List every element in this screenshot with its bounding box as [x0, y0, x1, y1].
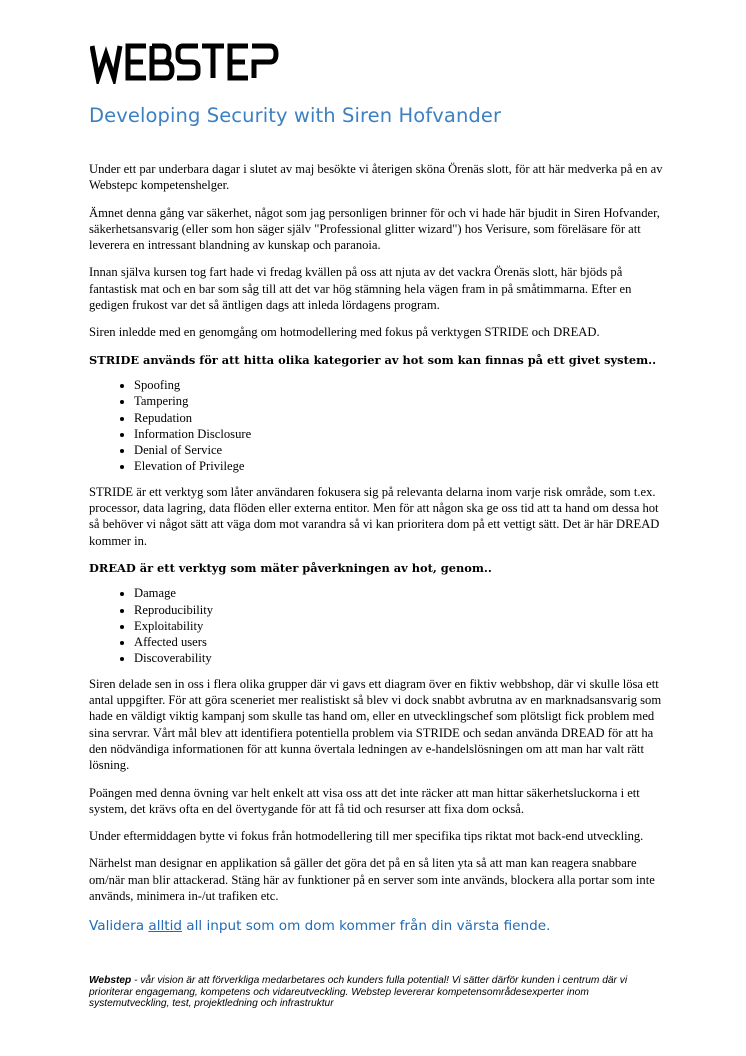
paragraph-afternoon: Under eftermiddagen bytte vi fokus från hotmodellering till mer specifika tips riktat mot back-end utveckling. — [89, 829, 644, 844]
footer-text: - vår vision är att förverkliga medarbetares och kunders fulla potential! Vi sätter därför kunden i centrum där vi prioriterar engagemang, kompetens och vidareutveckling. Webstep levererar kompetensområdesexperter inom systemutveckling, test, projektledning och infrastruktur — [89, 975, 628, 1010]
paragraph-design-tips: Närhelst man designar en applikation så gäller det göra det på en så liten yta så att man kan reagera snabbare om/när man blir attackerad. Stäng här av funktioner på en server som inte används, blockera alla portar som inte används, minimera in-/ut trafiken etc. — [89, 856, 655, 903]
page-title: Developing Security with Siren Hofvander — [89, 104, 502, 127]
footer-note — [89, 975, 669, 1010]
paragraph-point: Poängen med denna övning var helt enkelt att visa oss att det inte räcker att man hittar säkerhetsluckorna i ett system, det krävs ofta en del övertygande för att få tid och resurser att fixa dom också. — [89, 785, 640, 816]
list-item: • Damage — [134, 585, 669, 601]
dread-heading: DREAD är ett verktyg som mäter påverkningen av hot, genom.. — [89, 560, 492, 575]
paragraph-stride-explained: STRIDE är ett verktyg som låter användaren fokusera sig på relevanta delarna inom varje risk område, som t.ex. processor, data lagring, data flöden eller externa entitor. Men för att någon ska ge oss tid att ta hand om dessa hot så behöver vi något sätt att väga dom mot varandra så vi kan prioritera dom på ett vettigt sätt. Det är här DREAD kommer in. — [89, 484, 660, 548]
list-item: • Discoverability — [134, 650, 669, 666]
paragraph-intro: Under ett par underbara dagar i slutet av maj besökte vi återigen sköna Örenäs slott, för att här medverka på en av Webstepс kompetenshelger. — [89, 162, 663, 193]
list-item: • Spoofing — [134, 377, 669, 393]
list-item: • Information Disclosure — [134, 426, 669, 442]
paragraph-topic: Ämnet denna gång var säkerhet, något som jag personligen brinner för och vi hade här bjudit in Siren Hofvander, säkerhetsansvarig (eller som hon säger själv "Professional glitter wizard") hos Verisure, som föreläsare för att leverera en intressant blandning av kunskap och paranoia. — [89, 205, 660, 253]
webstep-logo — [90, 40, 280, 84]
stride-heading: STRIDE används för att hitta olika kategorier av hot som kan finnas på ett givet system.. — [89, 352, 657, 367]
closing-after: all input som om dom kommer från din värsta fiende. — [181, 918, 551, 935]
footer-brand: Webstep — [89, 975, 132, 986]
list-item: • Exploitability — [134, 618, 669, 634]
stride-list — [89, 377, 669, 475]
list-item: • Tampering — [134, 393, 669, 409]
list-item: • Repudation — [134, 410, 669, 426]
paragraph-threat-modeling: Siren inledde med en genomgång om hotmodellering med fokus på verktygen STRIDE och DREAD. — [89, 325, 600, 340]
list-item: • Denial of Service — [134, 442, 669, 458]
list-item: • Reproducibility — [134, 602, 669, 618]
list-item: • Elevation of Privilege — [134, 458, 669, 474]
closing-before: Validera — [89, 918, 149, 935]
closing-emphasis: alltid — [148, 918, 182, 935]
list-item: • Affected users — [134, 634, 669, 650]
dread-list — [89, 585, 669, 666]
paragraph-venue: Innan själva kursen tog fart hade vi fredag kvällen på oss att njuta av det vackra Örenäs slott, här bjöds på fantastisk mat och en bar som såg till att det var hög stämning hela vägen fram in på småtimmarna. Efter en gedigen frukost var det så äntligen dags att inleda lördagens program. — [89, 265, 632, 313]
article-body — [89, 161, 669, 935]
closing-statement — [89, 918, 669, 934]
paragraph-exercise: Siren delade sen in oss i flera olika grupper där vi gavs ett diagram över en fiktiv webbshop, där vi skulle lösa ett antal uppgifter. För att göra sceneriet mer realistiskt så blev vi dock snabbt avbrutna av en marknadsansvarig som hade en väldigt viktig kampanj som skulle tas hand om, eller en utvecklingschef som plötsligt fick problem med sina servrar. Vårt mål blev att identifiera potentiella problem via STRIDE och sedan använda DREAD för att ha den nödvändiga informationen för att kunna övertala ledningen av e-handelslösningen om att man har valt rätt lösning. — [89, 676, 662, 773]
